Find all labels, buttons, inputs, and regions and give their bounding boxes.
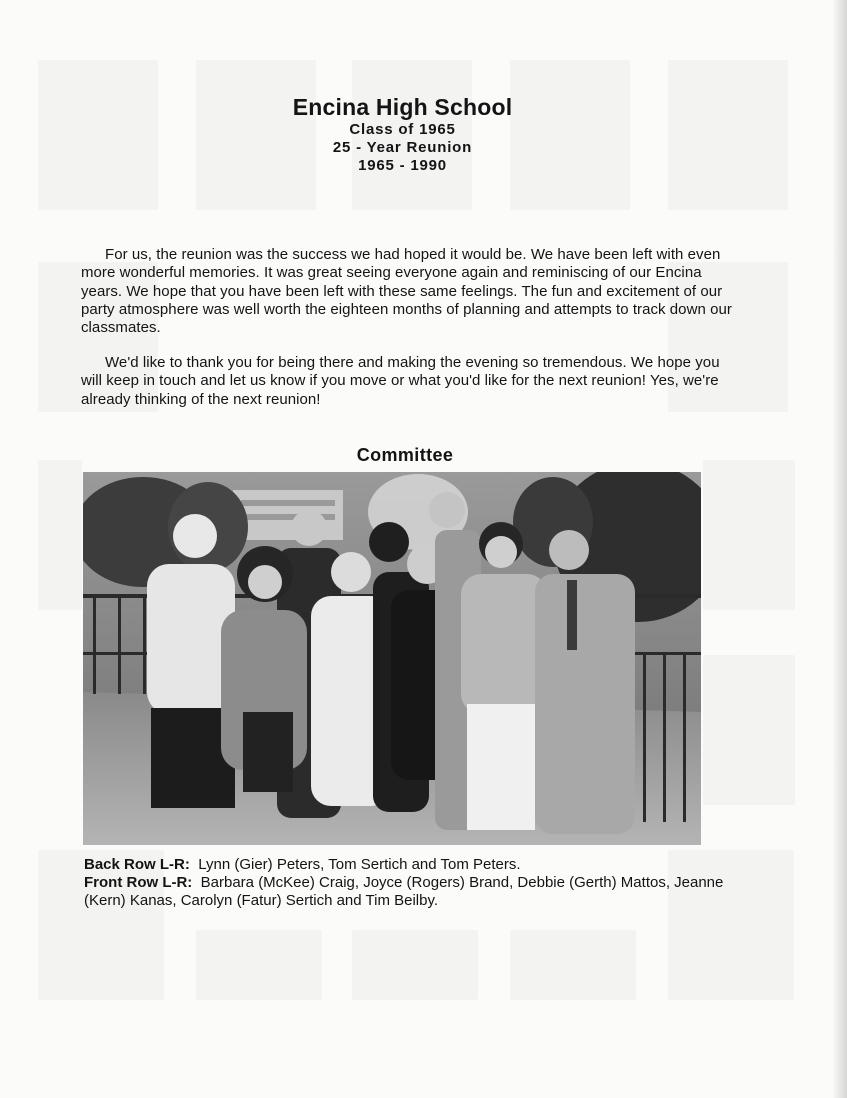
back-row-names: Lynn (Gier) Peters, Tom Sertich and Tom Peters. xyxy=(198,856,521,873)
committee-photo xyxy=(83,472,701,845)
back-row-label: Back Row L-R: xyxy=(84,856,190,873)
paragraph-2 xyxy=(81,354,741,409)
photo-caption xyxy=(84,856,724,911)
committee-heading: Committee xyxy=(356,445,454,465)
years-line: 1965 - 1990 xyxy=(358,157,447,174)
show-through-box xyxy=(196,930,322,1000)
show-through-box xyxy=(510,930,636,1000)
front-row-names: Barbara (McKee) Craig, Joyce (Rogers) Brand, Debbie (Gerth) Mattos, Jeanne (Kern) Kanas, Carolyn (Fatur) Sertich and Tim Beilby. xyxy=(84,874,724,910)
show-through-box xyxy=(38,60,158,210)
committee-photo-illustration xyxy=(83,472,701,845)
paragraph-2-text: We'd like to thank you for being there and making the evening so tremendous. We hope you will keep in touch and let us know if you move or what you'd like for the next reunion! Yes, we're already thinking of the next reunion! xyxy=(81,354,720,408)
show-through-box xyxy=(703,460,795,610)
show-through-box xyxy=(38,460,82,610)
paragraph-1 xyxy=(81,246,741,337)
show-through-box xyxy=(668,60,788,210)
show-through-box xyxy=(703,655,795,805)
reunion-line: 25 - Year Reunion xyxy=(332,139,473,156)
page-edge-shadow xyxy=(833,0,847,1098)
show-through-box xyxy=(352,930,478,1000)
front-row-caption xyxy=(84,874,724,910)
document-header xyxy=(180,94,625,175)
school-title: Encina High School xyxy=(292,94,513,120)
back-row-caption xyxy=(84,856,724,874)
class-line: Class of 1965 xyxy=(349,121,456,138)
paragraph-1-text: For us, the reunion was the success we had hoped it would be. We have been left with even more wonderful memories. It was great seeing everyone again and reminiscing of our Encina years. We hope that you have been left with these same feelings. The fun and excitement of our party atmosphere was well worth the eighteen months of planning and attempts to track down our classmates. xyxy=(81,246,732,337)
front-row-label: Front Row L-R: xyxy=(84,874,193,892)
